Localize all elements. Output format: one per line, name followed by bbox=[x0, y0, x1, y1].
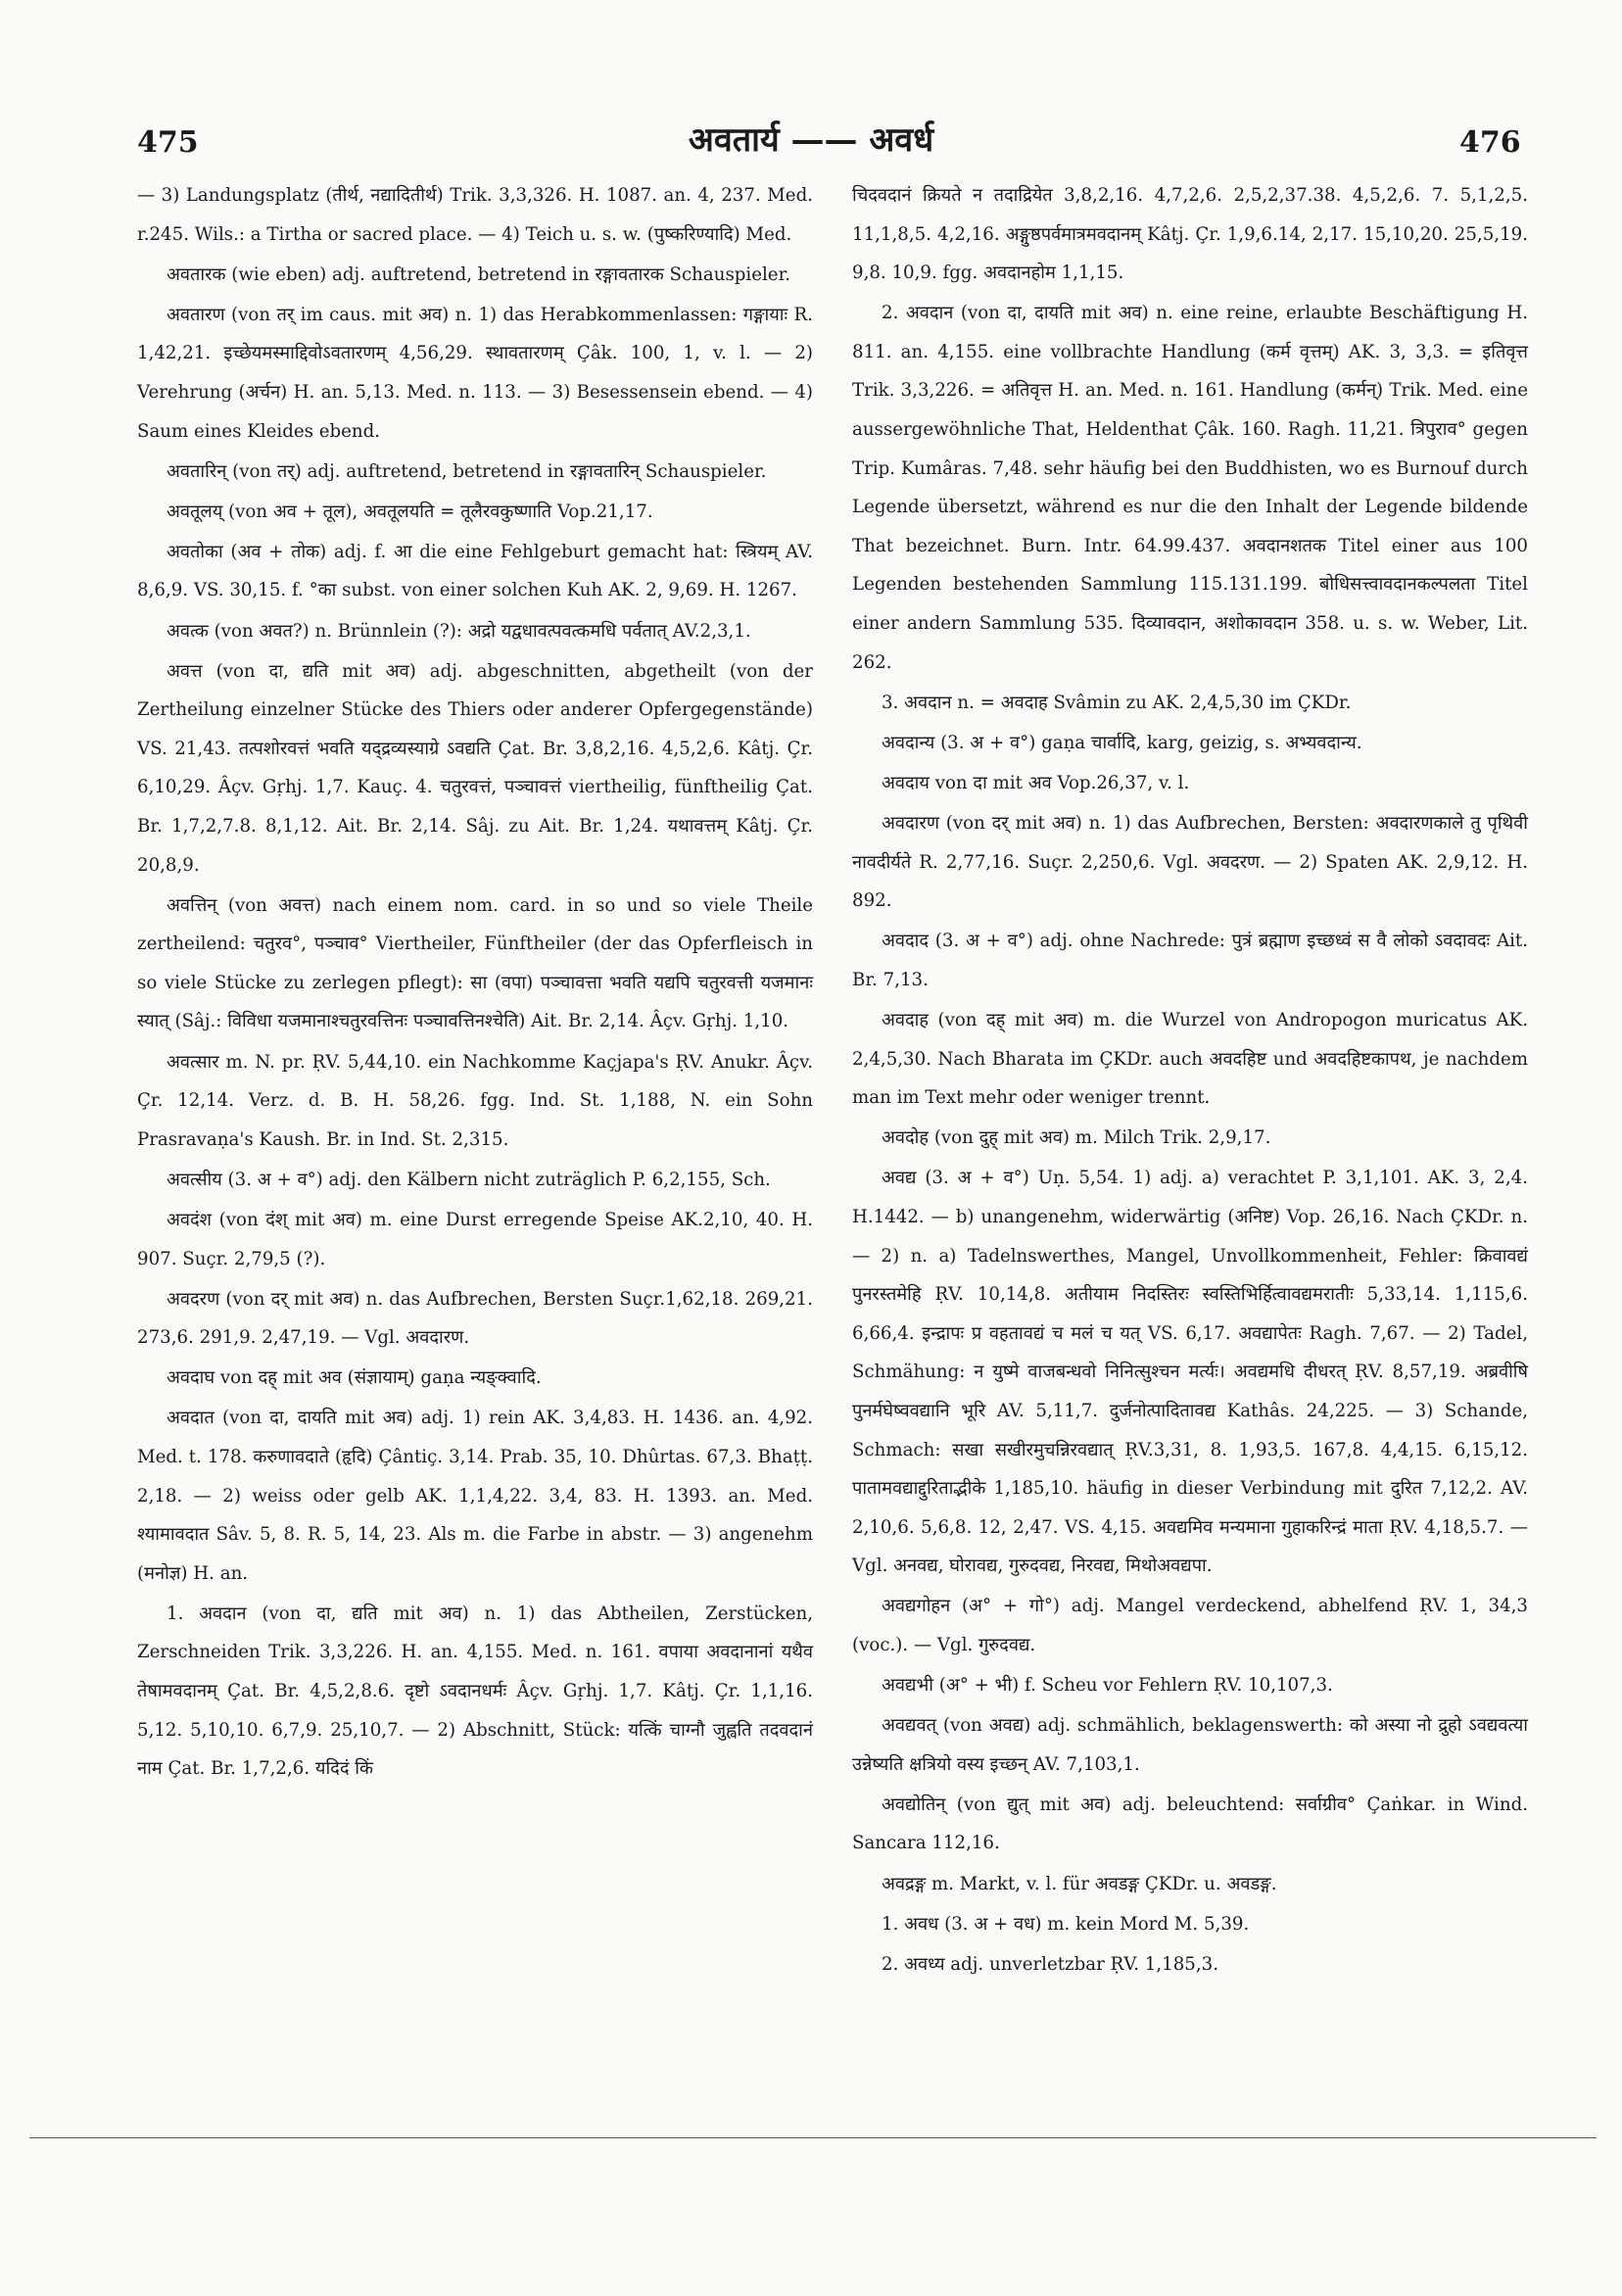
dictionary-entry: अवत्सीय (3. अ + व°) adj. den Kälbern nicht zuträglich P. 6,2,155, Sch. bbox=[167, 1169, 771, 1190]
dictionary-entry: अवत्तिन् (von अवत्त) nach einem nom. card. in so und so viele Theile zertheilend: चतुरव°, पञ्चाव° Viertheiler, Fünftheiler (der das Opferfleisch in so viele Stücke zu zerlegen pflegt): सा (वपा) पञ्चावत्ता भवति यद्यपि चतुरवत्ती यजमानः स्यात् (Sâj.: विविधा यजमानाश्चतुरवत्तिनः पञ्चावत्तिनश्चेति) Ait. Br. 2,14. Âçv. Gṛhj. 1,10. bbox=[137, 894, 813, 1032]
running-head: अवतार्य —— अवर्ध bbox=[688, 120, 934, 160]
dictionary-entry: अवद्यभी (अ° + भी) f. Scheu vor Fehlern ṚV. 10,107,3. bbox=[882, 1675, 1333, 1697]
right-column bbox=[852, 176, 1528, 1985]
dictionary-entry: अवदंश (von दंश् mit अव) m. eine Durst erregende Speise AK.2,10, 40. H. 907. Suçr. 2,79,5 (?). bbox=[137, 1209, 813, 1269]
dictionary-entry: अवत्त (von दा, द्यति mit अव) adj. abgeschnitten, abgetheilt (von der Zertheilung einzelner Stücke des Thiers oder anderer Opfergegenstände) VS. 21,43. तत्पशोरवत्तं भवति यद्द्रव्यस्याग्रे ऽवद्यति Çat. Br. 3,8,2,16. 4,5,2,6. Kâtj. Çr. 6,10,29. Âçv. Gṛhj. 1,7. Kauç. 4. चतुरवत्तं, पञ्चावत्तं viertheilig, fünftheilig Çat. Br. 1,7,2,7.8. 8,1,12. Ait. Br. 2,14. Sâj. zu Ait. Br. 1,24. यथावत्तम् Kâtj. Çr. 20,8,9. bbox=[137, 660, 813, 876]
dictionary-entry: चिदवदानं क्रियते न तदाद्रियेत 3,8,2,16. 4,7,2,6. 2,5,2,37.38. 4,5,2,6. 7. 5,1,2,5. 11,1,8,5. 4,2,16. अङ्गुष्ठपर्वमात्रमवदानम् Kâtj. Çr. 1,9,6.14, 2,17. 15,10,20. 25,5,19. 9,8. 10,9. fgg. अवदानहोम 1,1,15. bbox=[852, 185, 1528, 284]
dictionary-entry: 1. अवध (3. अ + वध) m. kein Mord M. 5,39. bbox=[882, 1913, 1250, 1935]
dictionary-entry: अवत्सार m. N. pr. ṚV. 5,44,10. ein Nachkomme Kaçjapa's ṚV. Anukr. Âçv. Çr. 12,14. Verz. d. B. H. 58,26. fgg. Ind. St. 1,188, N. ein Sohn Prasravaṇa's Kaush. Br. in Ind. St. 2,315. bbox=[137, 1051, 813, 1150]
dictionary-entry: अवद्यवत् (von अवद्य) adj. schmählich, beklagenswerth: को अस्या नो द्रुहो ऽवद्यवत्या उन्नेष्यति क्षत्रियो वस्य इच्छन् AV. 7,103,1. bbox=[852, 1715, 1528, 1775]
dictionary-entry: अवतारक (wie eben) adj. auftretend, betretend in रङ्गावतारक Schauspieler. bbox=[167, 263, 791, 285]
dictionary-entry: अवदरण (von दर् mit अव) n. das Aufbrechen, Bersten Suçr.1,62,18. 269,21. 273,6. 291,9. 2,47,19. — Vgl. अवदारण. bbox=[137, 1288, 813, 1349]
page-number-left: 475 bbox=[137, 125, 199, 160]
dictionary-entry: 2. अवदान (von दा, दायति mit अव) n. eine reine, erlaubte Beschäftigung H. 811. an. 4,155. eine vollbrachte Handlung (कर्म वृत्तम्) AK. 3, 3,3. = इतिवृत्त Trik. 3,3,226. = अतिवृत्त H. an. Med. n. 161. Handlung (कर्मन्) Trik. Med. eine aussergewöhnliche That, Heldenthat Çâk. 160. Ragh. 11,21. त्रिपुराव° gegen Trip. Kumâras. 7,48. sehr häufig bei den Buddhisten, wo es Burnouf durch Legende übersetzt, während es nur die den Inhalt der Legende bildende That bezeichnet. Burn. Intr. 64.99.437. अवदानशतक Titel einer aus 100 Legenden bestehenden Sammlung 115.131.199. बोधिसत्त्वावदानकल्पलता Titel einer andern Sammlung 535. दिव्यावदान, अशोकावदान 358. u. s. w. Weber, Lit. 262. bbox=[852, 303, 1528, 673]
dictionary-entry: अवदात (von दा, दायति mit अव) adj. 1) rein AK. 3,4,83. H. 1436. an. 4,92. Med. t. 178. करुणावदाते (हृदि) Çântiç. 3,14. Prab. 35, 10. Dhûrtas. 67,3. Bhaṭṭ. 2,18. — 2) weiss oder gelb AK. 1,1,4,22. 3,4, 83. H. 1393. an. Med. श्यामावदात Sâv. 5, 8. R. 5, 14, 23. Als m. die Farbe in abstr. — 3) angenehm (मनोज्ञ) H. an. bbox=[137, 1408, 813, 1584]
dictionary-entry: अवदाद (3. अ + व°) adj. ohne Nachrede: पुत्रं ब्रह्माण इच्छध्वं स वै लोको ऽवदावदः Ait. Br. 7,13. bbox=[852, 931, 1528, 990]
dictionary-entry: अवद्य (3. अ + व°) Uṇ. 5,54. 1) adj. a) verachtet P. 3,1,101. AK. 3, 2,4. H.1442. — b) unangenehm, widerwärtig (अनिष्ट) Vop. 26,16. Nach ÇKDr. n. — 2) n. a) Tadelnswerthes, Mangel, Unvollkommenheit, Fehler: क्रिवावद्यं पुनरस्तमेहि ṚV. 10,14,8. अतीयाम निदस्तिरः स्वस्तिभिर्हित्वावद्यमरातीः 5,33,14. 1,115,6. 6,66,4. इन्द्रापः प्र वहतावद्यं च मलं च यत् VS. 6,17. अवद्यापेतः Ragh. 7,67. — 2) Tadel, Schmähung: न युष्मे वाजबन्धवो निनित्सुश्चन मर्त्यः। अवद्यमधि दीधरत् ṚV. 8,57,19. अब्रवीषि पुनर्मघेष्ववद्यानि भूरि AV. 5,11,7. दुर्जनोत्पादितावद्य Kathâs. 24,225. — 3) Schande, Schmach: सखा सखीरमुचन्निरवद्यात् ṚV.3,31, 8. 1,93,5. 167,8. 4,4,15. 6,15,12. पातामवद्याद्दुरिताद्भीके 1,185,10. häufig in dieser Verbindung mit दुरित 7,12,2. AV. 2,10,6. 5,6,8. 12, 2,47. VS. 4,15. अवद्यमिव मन्यमाना गुहाकरिन्द्रं माता ṚV. 4,18,5.7. — Vgl. अनवद्य, घोरावद्य, गुरुदवद्य, निरवद्य, मिथोअवद्यपा. bbox=[852, 1168, 1528, 1577]
dictionary-entry: अवदान्य (3. अ + व°) gaṇa चार्वादि, karg, geizig, s. अभ्यवदान्य. bbox=[882, 732, 1362, 753]
dictionary-entry: अवतारण (von तर् im caus. mit अव) n. 1) das Herabkommenlassen: गङ्गायाः R. 1,42,21. इच्छेयमस्माद्दिवोऽवतारणम् 4,56,29. स्थावतारणम् Çâk. 100, 1, v. l. — 2) Verehrung (अर्चन) H. an. 5,13. Med. n. 113. — 3) Besessensein ebend. — 4) Saum eines Kleides ebend. bbox=[137, 304, 813, 442]
dictionary-entry: अवदाह (von दह् mit अव) m. die Wurzel von Andropogon muricatus AK. 2,4,5,30. Nach Bharata im ÇKDr. auch अवदहिष्ट und अवदहिष्टकापथ, je nachdem man im Text mehr oder weniger trennt. bbox=[852, 1009, 1528, 1109]
dictionary-entry: अवदाय von दा mit अव Vop.26,37, v. l. bbox=[882, 772, 1190, 793]
dictionary-entry: — 3) Landungsplatz (तीर्थ, नद्यादितीर्थ) Trik. 3,3,326. H. 1087. an. 4, 237. Med. r.245. Wils.: a Tirtha or sacred place. — 4) Teich u. s. w. (पुष्करिण्यादि) Med. bbox=[137, 185, 813, 245]
footer-rule bbox=[29, 2137, 1597, 2138]
dictionary-entry: अवदाघ von दह् mit अव (संज्ञायाम्) gaṇa न्यङ्क्वादि. bbox=[167, 1367, 542, 1389]
dictionary-entry: अवतोका (अव + तोक) adj. f. आ die eine Fehlgeburt gemacht hat: स्त्रियम् AV. 8,6,9. VS. 30,15. f. °का subst. von einer solchen Kuh AK. 2, 9,69. H. 1267. bbox=[137, 541, 813, 601]
dictionary-entry: अवद्यगोहन (अ° + गो°) adj. Mangel verdeckend, abhelfend ṚV. 1, 34,3 (voc.). — Vgl. गुरुदवद्य. bbox=[852, 1596, 1528, 1655]
dictionary-entry: 3. अवदान n. = अवदाह Svâmin zu AK. 2,4,5,30 im ÇKDr. bbox=[882, 692, 1352, 713]
dictionary-entry: 1. अवदान (von दा, द्यति mit अव) n. 1) das Abtheilen, Zerstücken, Zerschneiden Trik. 3,3,226. H. an. 4,155. Med. n. 161. वपाया अवदानानां यथैव तेषामवदानम् Çat. Br. 4,5,2,8.6. दृष्टो ऽवदानधर्मः Âçv. Gṛhj. 1,7. Kâtj. Çr. 1,1,16. 5,12. 5,10,10. 6,7,9. 25,10,7. — 2) Abschnitt, Stück: यत्किं चाग्नौ जुह्वति तदवदानं नाम Çat. Br. 1,7,2,6. यदिदं किं bbox=[137, 1602, 813, 1780]
dictionary-entry: अवतूलय् (von अव + तूल), अवतूलयति = तूलैरवकुष्णाति Vop.21,17. bbox=[167, 501, 653, 522]
dictionary-entry: अवद्योतिन् (von द्युत् mit अव) adj. beleuchtend: सर्वाग्रीव° Çaṅkar. in Wind. Sancara 112,16. bbox=[852, 1794, 1528, 1854]
page-number-right: 476 bbox=[1459, 125, 1521, 160]
dictionary-entry: अवतारिन् (von तर्) adj. auftretend, betretend in रङ्गावतारिन् Schauspieler. bbox=[167, 460, 767, 482]
left-column bbox=[137, 176, 813, 1790]
dictionary-entry: अवत्क (von अवत?) n. Brünnlein (?): अद्रो यद्वधावत्पवत्कमधि पर्वतात् AV.2,3,1. bbox=[167, 620, 751, 642]
dictionary-entry: 2. अवध्य adj. unverletzbar ṚV. 1,185,3. bbox=[882, 1953, 1218, 1975]
dictionary-entry: अवदोह (von दुह् mit अव) m. Milch Trik. 2,9,17. bbox=[882, 1127, 1271, 1149]
dictionary-entry: अवदारण (von दर् mit अव) n. 1) das Aufbrechen, Bersten: अवदारणकाले तु पृथिवी नावदीर्यते R. 2,77,16. Suçr. 2,250,6. Vgl. अवदरण. — 2) Spaten AK. 2,9,12. H. 892. bbox=[852, 813, 1528, 912]
dictionary-entry: अवद्रङ्ग m. Markt, v. l. für अवडङ्ग ÇKDr. u. अवडङ्ग. bbox=[882, 1873, 1277, 1894]
